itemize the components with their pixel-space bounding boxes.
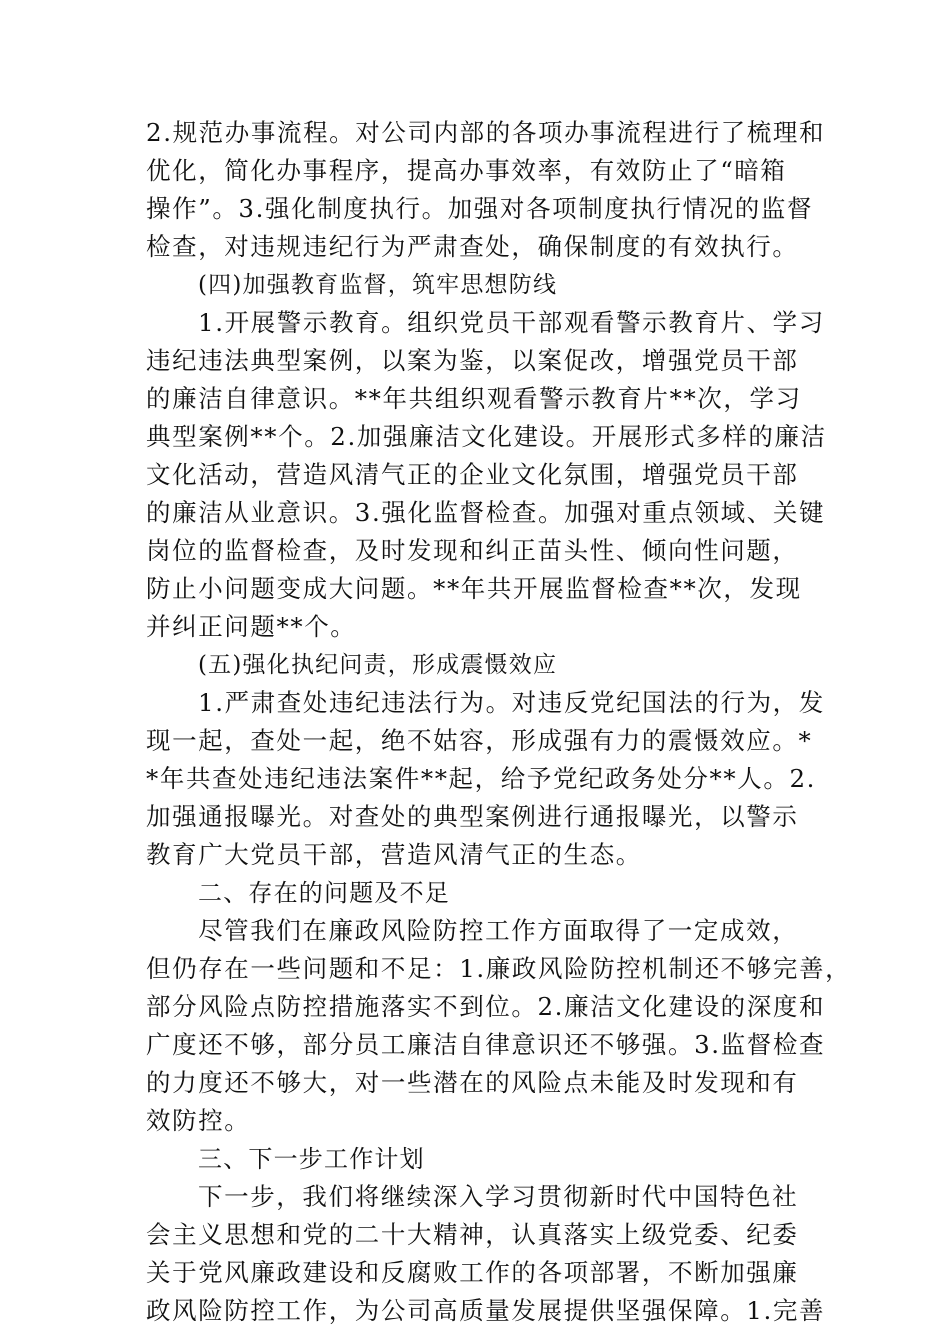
- body-line: 典型案例**个。2.加强廉洁文化建设。开展形式多样的廉洁: [146, 422, 827, 451]
- paragraph-first-line: 1.开展警示教育。组织党员干部观看警示教育片、学习: [198, 308, 825, 337]
- body-line: 的廉洁从业意识。3.强化监督检查。加强对重点领域、关键: [146, 498, 826, 527]
- body-line: 效防控。: [146, 1106, 251, 1135]
- body-line: 部分风险点防控措施落实不到位。2.廉洁文化建设的深度和: [146, 992, 826, 1021]
- body-line: 教育广大党员干部，营造风清气正的生态。: [146, 840, 642, 869]
- body-line: 检查，对违规违纪行为严肃查处，确保制度的有效执行。: [146, 232, 799, 261]
- body-line: 现一起，查处一起，绝不姑容，形成强有力的震慑效应。*: [146, 726, 813, 755]
- body-line: 加强通报曝光。对查处的典型案例进行通报曝光，以警示: [146, 802, 799, 831]
- body-line: 防止小问题变成大问题。**年共开展监督检查**次，发现: [146, 574, 802, 603]
- body-line: *年共查处违纪违法案件**起，给予党纪政务处分**人。2.: [146, 764, 817, 793]
- body-line: 的廉洁自律意识。**年共组织观看警示教育片**次，学习: [146, 384, 802, 413]
- body-line: 会主义思想和党的二十大精神，认真落实上级党委、纪委: [146, 1220, 799, 1249]
- paragraph-first-line: 下一步，我们将继续深入学习贯彻新时代中国特色社: [198, 1182, 799, 1211]
- body-line: 政风险防控工作，为公司高质量发展提供坚强保障。1.完善: [146, 1296, 826, 1325]
- body-line: 2.规范办事流程。对公司内部的各项办事流程进行了梳理和: [146, 118, 826, 147]
- body-line: 操作”。3.强化制度执行。加强对各项制度执行情况的监督: [146, 194, 814, 223]
- body-line: 文化活动，营造风清气正的企业文化氛围，增强党员干部: [146, 460, 799, 489]
- body-line: 关于党风廉政建设和反腐败工作的各项部署，不断加强廉: [146, 1258, 799, 1287]
- section-subheading: (五)强化执纪问责，形成震慑效应: [198, 652, 558, 678]
- body-line: 违纪违法典型案例，以案为鉴，以案促改，增强党员干部: [146, 346, 799, 375]
- section-heading: 三、下一步工作计划: [198, 1145, 425, 1173]
- section-heading: 二、存在的问题及不足: [198, 879, 450, 907]
- body-line: 广度还不够，部分员工廉洁自律意识还不够强。3.监督检查: [146, 1030, 826, 1059]
- paragraph-first-line: 尽管我们在廉政风险防控工作方面取得了一定成效，: [198, 916, 799, 945]
- paragraph-first-line: 1.严肃查处违纪违法行为。对违反党纪国法的行为，发: [198, 688, 825, 717]
- body-line: 的力度还不够大，对一些潜在的风险点未能及时发现和有: [146, 1068, 799, 1097]
- body-line: 但仍存在一些问题和不足：1.廉政风险防控机制还不够完善，: [146, 954, 852, 983]
- section-subheading: (四)加强教育监督，筑牢思想防线: [198, 272, 558, 298]
- body-line: 优化，简化办事程序，提高办事效率，有效防止了“暗箱: [146, 156, 787, 185]
- body-line: 并纠正问题**个。: [146, 612, 357, 641]
- body-line: 岗位的监督检查，及时发现和纠正苗头性、倾向性问题，: [146, 536, 799, 565]
- document-body: [146, 114, 852, 1330]
